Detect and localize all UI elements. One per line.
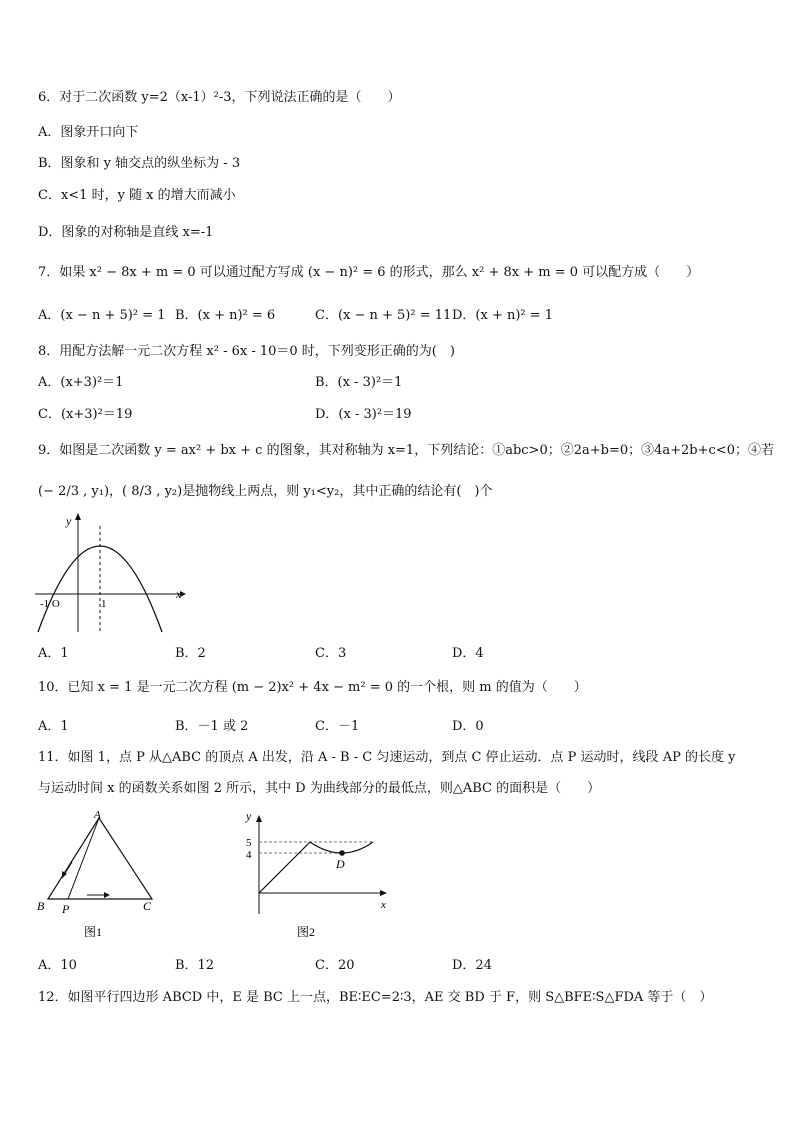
q11-figure-2 xyxy=(232,808,402,943)
q8-option-a: A．(x+3)²＝1 xyxy=(38,375,124,390)
q11-option-d: D．24 xyxy=(452,958,492,973)
q11-option-a: A．10 xyxy=(38,958,77,973)
vertex-a-label: A xyxy=(94,809,101,821)
q10-option-d: D．0 xyxy=(452,719,484,734)
q11-option-c: C．20 xyxy=(315,958,355,973)
q9-option-d: D．4 xyxy=(452,646,484,661)
fig2-y-label: y xyxy=(246,809,252,823)
q10-option-c: C．－1 xyxy=(315,719,360,734)
figure-2-caption: 图2 xyxy=(297,925,316,939)
fig2-y-axis-arrow-icon xyxy=(256,815,262,822)
point-d-marker xyxy=(339,850,345,856)
q7-option-b: B．(x + n)² = 6 xyxy=(175,308,276,323)
q12-stem: 12．如图平行四边形 ABCD 中，E 是 BC 上一点，BE∶EC=2∶3，AE 交 BD 于 F，则 S△BFE∶S△FDA 等于（ ） xyxy=(38,990,713,1005)
linear-segment xyxy=(259,842,310,893)
figure-1-caption: 图1 xyxy=(84,925,103,939)
y-axis-label: y xyxy=(66,514,72,528)
q7-option-c: C．(x − n + 5)² = 11 xyxy=(315,308,452,323)
tick-five-label: 5 xyxy=(246,837,252,849)
q9-stem: 9．如图是二次函数 y = ax² + bx + c 的图象，其对称轴为 x=1，下列结论：①abc>0；②2a+b=0；③4a+2b+c<0；④若 xyxy=(38,443,774,458)
tick-four-label: 4 xyxy=(246,849,252,861)
arrow-head-bc-icon xyxy=(104,892,110,898)
point-p-label: P xyxy=(62,902,70,916)
y-axis-arrow-icon xyxy=(75,513,81,520)
vertex-c-label: C xyxy=(143,899,152,913)
q9-option-c: C．3 xyxy=(315,646,347,661)
q11-stem-continued: 与运动时间 x 的函数关系如图 2 所示，其中 D 为曲线部分的最低点，则△ABC 的面积是（ ） xyxy=(38,781,601,796)
q6-option-a: A．图象开口向下 xyxy=(38,125,139,140)
segment-ap xyxy=(68,818,99,899)
q11-figure-1 xyxy=(32,808,172,943)
q6-stem: 6．对于二次函数 y=2（x-1）²-3，下列说法正确的是（ ） xyxy=(38,90,401,105)
origin-label: -1 O xyxy=(40,598,60,610)
q10-option-a: A．1 xyxy=(38,719,69,734)
q10-stem: 10．已知 x = 1 是一元二次方程 (m − 2)x² + 4x − m² = 0 的一个根，则 m 的值为（ ） xyxy=(38,680,587,695)
q6-option-d: D．图象的对称轴是直线 x=-1 xyxy=(38,225,214,240)
x-axis-label: x xyxy=(176,587,182,601)
q8-option-b: B．(x - 3)²＝1 xyxy=(315,375,403,390)
q8-option-c: C．(x+3)²＝19 xyxy=(38,407,133,422)
q10-option-b: B．－1 或 2 xyxy=(175,719,249,734)
q9-stem-continued: (− 2/3 , y₁)，( 8/3 , y₂)是抛物线上两点，则 y₁<y₂，其中正确的结论有( )个 xyxy=(38,484,493,499)
q7-option-d: D．(x + n)² = 1 xyxy=(452,308,554,323)
q6-option-c: C．x<1 时，y 随 x 的增大而减小 xyxy=(38,188,236,203)
q9-parabola-graph xyxy=(30,508,200,638)
q11-option-b: B．12 xyxy=(175,958,215,973)
q7-option-a: A．(x − n + 5)² = 1 xyxy=(38,308,166,323)
vertex-b-label: B xyxy=(37,899,45,913)
q9-option-b: B．2 xyxy=(175,646,206,661)
q6-option-b: B．图象和 y 轴交点的纵坐标为 - 3 xyxy=(38,156,241,171)
q9-option-a: A．1 xyxy=(38,646,69,661)
triangle-abc xyxy=(48,818,152,899)
point-d-label: D xyxy=(336,857,345,871)
q8-option-d: D．(x - 3)²＝19 xyxy=(315,407,412,422)
tick-one-label: 1 xyxy=(101,598,107,610)
q11-stem: 11．如图 1，点 P 从△ABC 的顶点 A 出发，沿 A - B - C 匀速运动，到点 C 停止运动．点 P 运动时，线段 AP 的长度 y xyxy=(38,750,736,765)
fig2-x-axis-arrow-icon xyxy=(380,890,387,896)
q8-stem: 8．用配方法解一元二次方程 x² - 6x - 10＝0 时，下列变形正确的为( ) xyxy=(38,344,455,359)
fig2-x-label: x xyxy=(381,899,386,911)
q7-stem: 7．如果 x² − 8x + m = 0 可以通过配方写成 (x − n)² = 6 的形式，那么 x² + 8x + m = 0 可以配方成（ ） xyxy=(38,265,700,280)
